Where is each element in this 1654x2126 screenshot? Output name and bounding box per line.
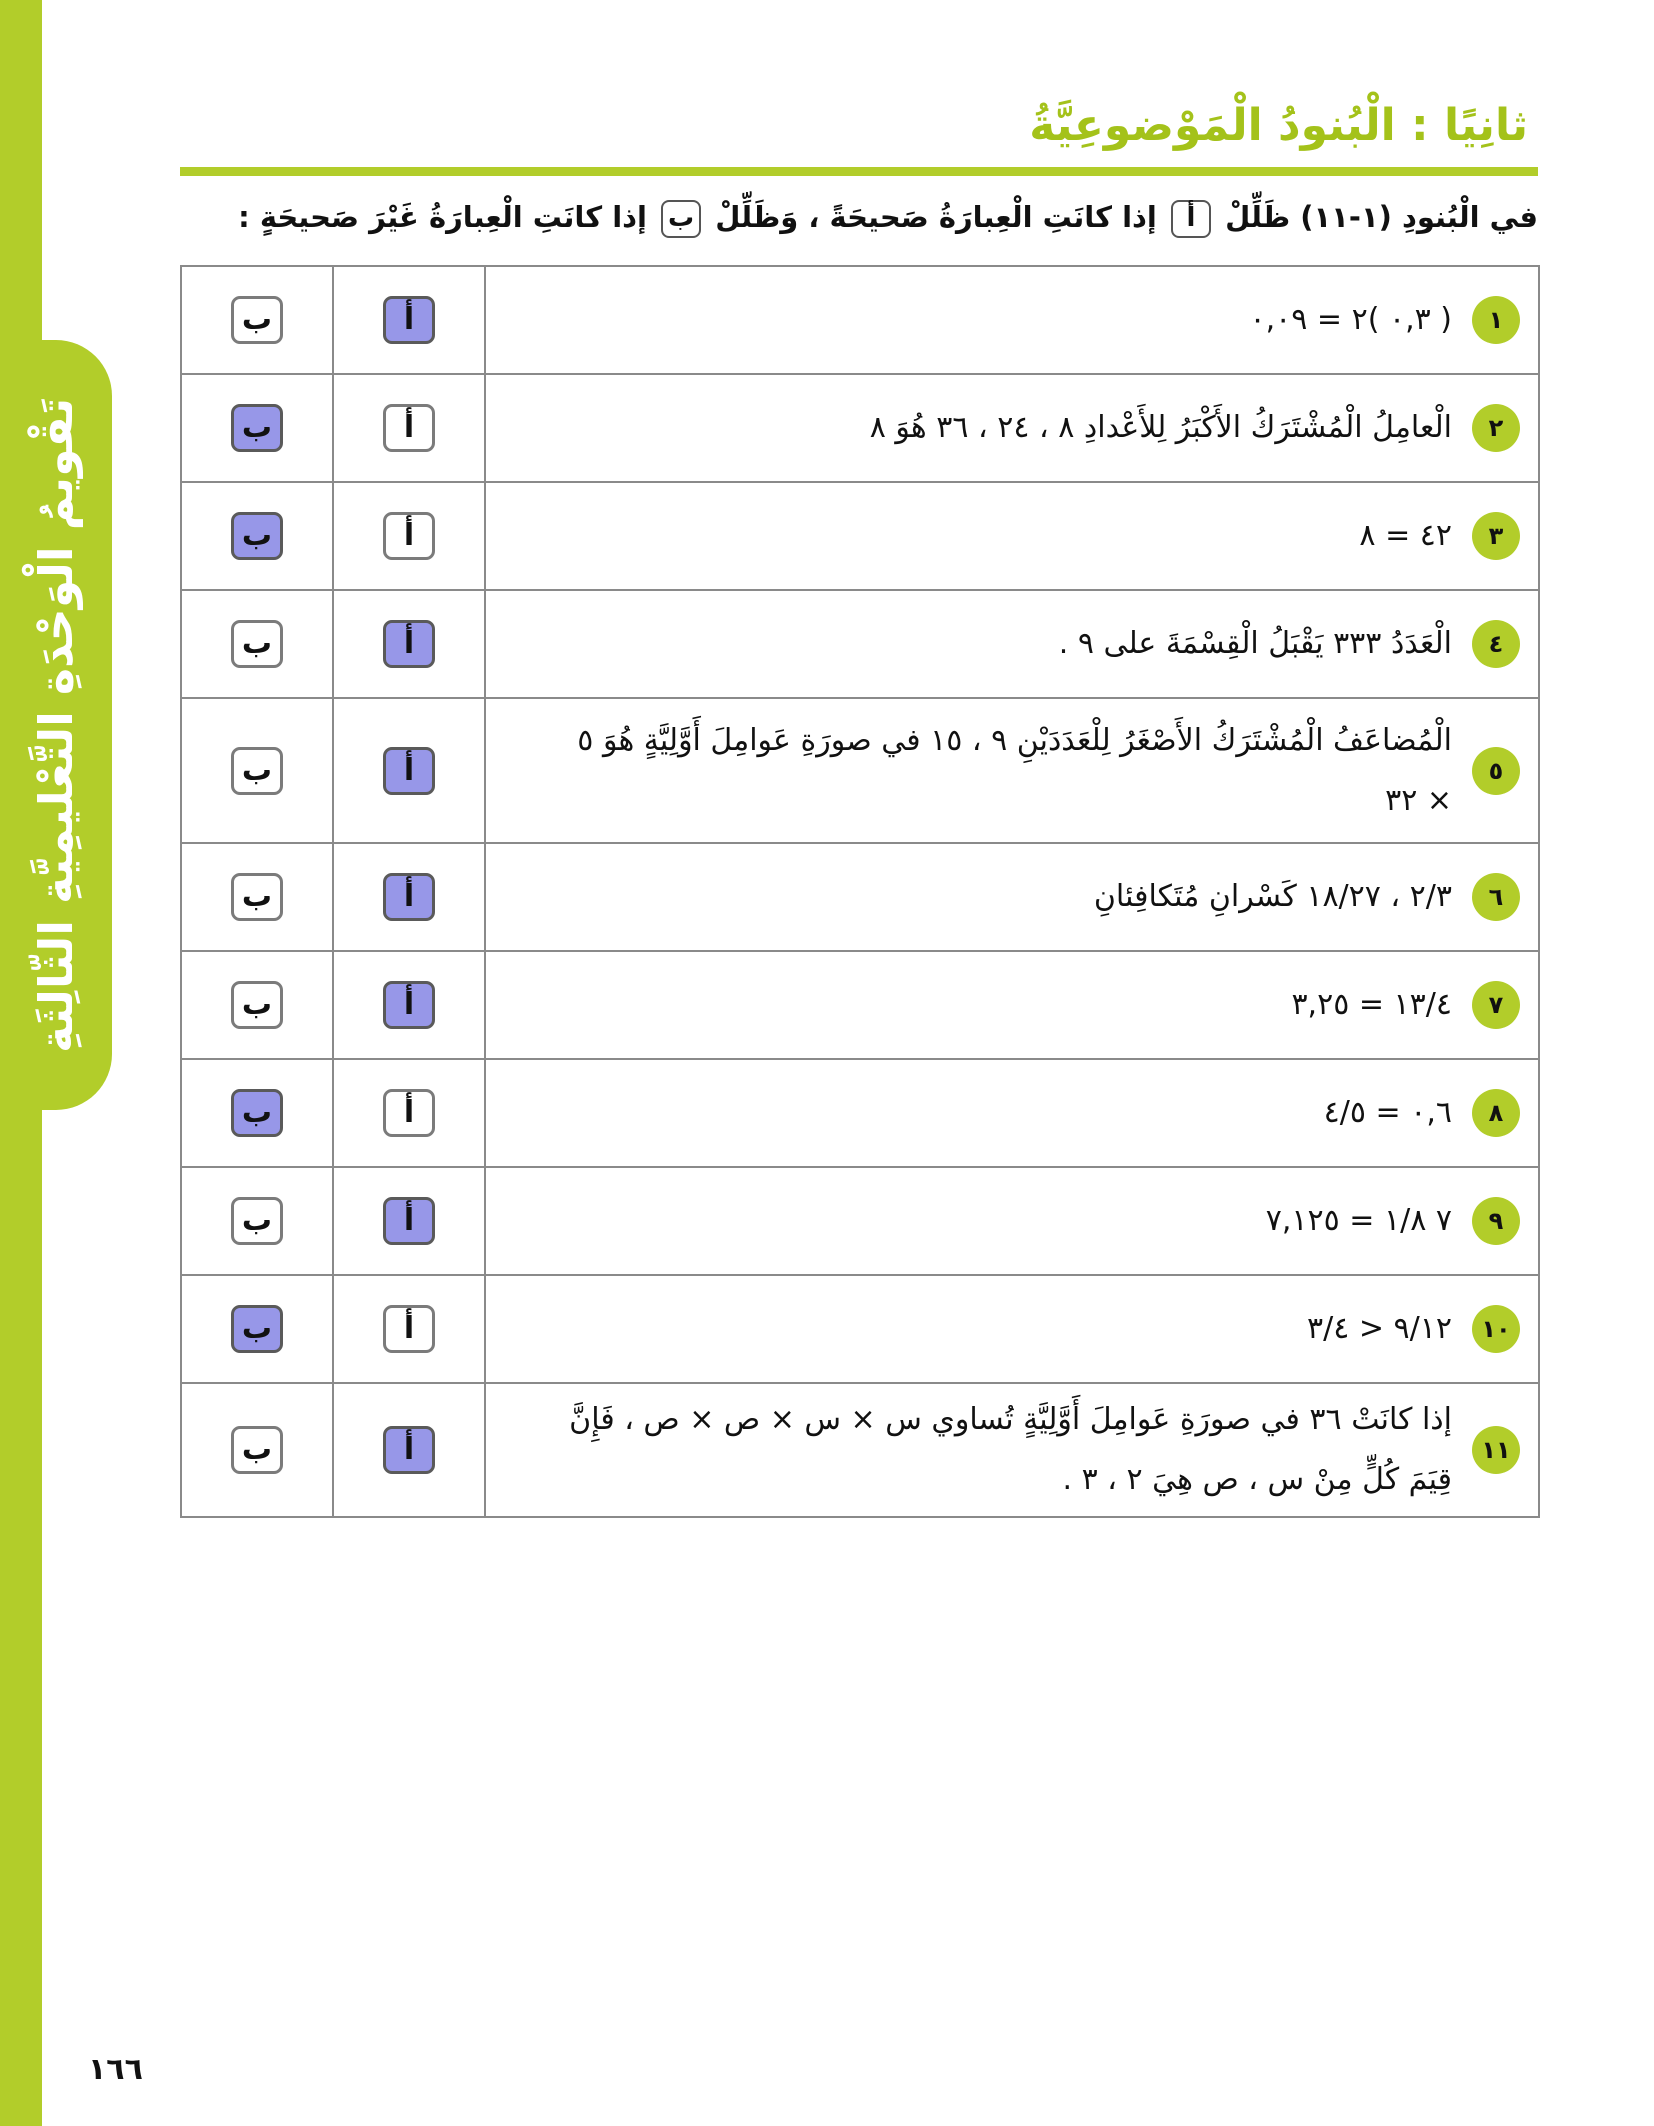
item-statement-cell [485,482,1539,590]
item-statement-text: ٢/٣ ، ١٨/٢٧ كَسْرانِ مُتَكافِئانِ [1093,879,1452,914]
option-a-cell [333,698,485,843]
option-a-cell [333,590,485,698]
option-b-cell [181,698,333,843]
item-statement-cell [485,1167,1539,1275]
item-statement-text: ٧ ١/٨ = ٧,١٢٥ [1265,1203,1452,1238]
option-b-cell [181,374,333,482]
option-a-box[interactable]: أ [383,1197,435,1245]
item-number-badge: ١٠ [1472,1305,1520,1353]
option-a-cell [333,1059,485,1167]
item-statement-cell [485,590,1539,698]
item-row [181,1167,1539,1275]
option-a-cell [333,482,485,590]
option-a-box[interactable]: أ [383,296,435,344]
item-row [181,698,1539,843]
instructions [180,200,1538,238]
option-b-cell [181,266,333,374]
item-row [181,1383,1539,1517]
option-a-box[interactable]: أ [383,1089,435,1137]
items-table [180,265,1540,1518]
item-number-badge: ٧ [1472,981,1520,1029]
item-statement-text: ٩/١٢ < ٣/٤ [1306,1311,1452,1346]
item-row [181,843,1539,951]
item-number-badge: ٦ [1472,873,1520,921]
option-a-cell [333,1167,485,1275]
item-statement-text: إذا كانَتْ ٣٦ في صورَةِ عَوامِلَ أَوَّلِيَّةٍ تُساوي س × س × ص × ص ، فَإِنَّ قِيَمَ كُلٍّ مِنْ س ، ص هِيَ ٢ ، ٣ . [569,1402,1452,1497]
item-number-badge: ٨ [1472,1089,1520,1137]
option-b-box[interactable]: ب [231,981,283,1029]
section-title: ثانِيًا : الْبُنودُ الْمَوْضوعِيَّةُ [1029,100,1528,151]
item-number-badge: ٩ [1472,1197,1520,1245]
item-statement-cell [485,951,1539,1059]
option-a-cell [333,374,485,482]
option-b-cell [181,1275,333,1383]
option-a-cell [333,1383,485,1517]
option-b-cell [181,1167,333,1275]
item-number-badge: ١١ [1472,1426,1520,1474]
option-a-cell [333,951,485,1059]
option-a-box[interactable]: أ [383,512,435,560]
option-b-box[interactable]: ب [231,1089,283,1137]
option-b-box[interactable]: ب [231,512,283,560]
item-row [181,1059,1539,1167]
option-b-box[interactable]: ب [231,620,283,668]
item-number-badge: ٣ [1472,512,1520,560]
item-statement-cell [485,843,1539,951]
option-a-cell [333,843,485,951]
instructions-part-2: إذا كانَتِ الْعِبارَةُ صَحيحَةً ، وَظَلِّلْ [715,200,1157,234]
option-a-box[interactable]: أ [383,1305,435,1353]
item-statement-text: ٤٢ = ٨ [1359,518,1452,553]
option-a-box[interactable]: أ [383,873,435,921]
option-b-box[interactable]: ب [231,296,283,344]
option-a-box[interactable]: أ [383,1426,435,1474]
option-b-box[interactable]: ب [231,1305,283,1353]
item-number-badge: ٢ [1472,404,1520,452]
item-statement-cell [485,1383,1539,1517]
item-number-badge: ١ [1472,296,1520,344]
option-a-cell [333,1275,485,1383]
option-b-cell [181,951,333,1059]
item-statement-text: الْعامِلُ الْمُشْتَرَكُ الأَكْبَرُ لِلأَعْدادِ ٨ ، ٢٤ ، ٣٦ هُوَ ٨ [869,410,1452,445]
item-row [181,1275,1539,1383]
title-divider [180,167,1538,176]
item-row [181,482,1539,590]
option-a-box[interactable]: أ [383,747,435,795]
instructions-part-1: في الْبُنودِ (١-١١) ظَلِّلْ [1225,200,1538,234]
item-number-badge: ٥ [1472,747,1520,795]
option-a-box[interactable]: أ [383,404,435,452]
option-a-cell [333,266,485,374]
option-b-cell [181,1383,333,1517]
item-number-badge: ٤ [1472,620,1520,668]
page-number: ١٦٦ [88,2052,143,2087]
option-b-cell [181,590,333,698]
item-statement-text: ( ٠,٣ )٢ = ٠,٠٩ [1249,302,1452,337]
option-a-box[interactable]: أ [383,981,435,1029]
item-row [181,374,1539,482]
item-statement-cell [485,374,1539,482]
key-a-box: أ [1171,200,1211,238]
item-statement-text: ١٣/٤ = ٣,٢٥ [1291,987,1452,1022]
item-row [181,951,1539,1059]
option-b-box[interactable]: ب [231,873,283,921]
option-b-cell [181,1059,333,1167]
item-statement-text: ٠,٦ = ٤/٥ [1323,1095,1452,1130]
option-b-box[interactable]: ب [231,1197,283,1245]
instructions-part-3: إذا كانَتِ الْعِبارَةُ غَيْرَ صَحيحَةٍ : [238,200,647,234]
item-statement-text: الْمُضاعَفُ الْمُشْتَرَكُ الأَصْغَرُ لِلْعَدَدَيْنِ ٩ ، ١٥ في صورَةِ عَوامِلَ أَوَّلِيَّةٍ هُوَ ٥ × ٣٢ [577,722,1452,818]
item-row [181,590,1539,698]
option-b-cell [181,843,333,951]
item-statement-text: الْعَدَدُ ٣٣٣ يَقْبَلُ الْقِسْمَةَ على ٩ . [1058,626,1452,661]
item-row [181,266,1539,374]
item-statement-cell [485,1059,1539,1167]
option-b-box[interactable]: ب [231,404,283,452]
option-b-box[interactable]: ب [231,1426,283,1474]
key-b-box: ب [661,200,701,238]
option-b-cell [181,482,333,590]
item-statement-cell [485,266,1539,374]
item-statement-cell [485,1275,1539,1383]
option-a-box[interactable]: أ [383,620,435,668]
unit-side-tab-label: تَقْويمُ الْوَحْدَةِ التَّعْليمِيَّةِ الثّالِثَةِ [29,397,83,1053]
item-statement-cell [485,698,1539,843]
option-b-box[interactable]: ب [231,747,283,795]
